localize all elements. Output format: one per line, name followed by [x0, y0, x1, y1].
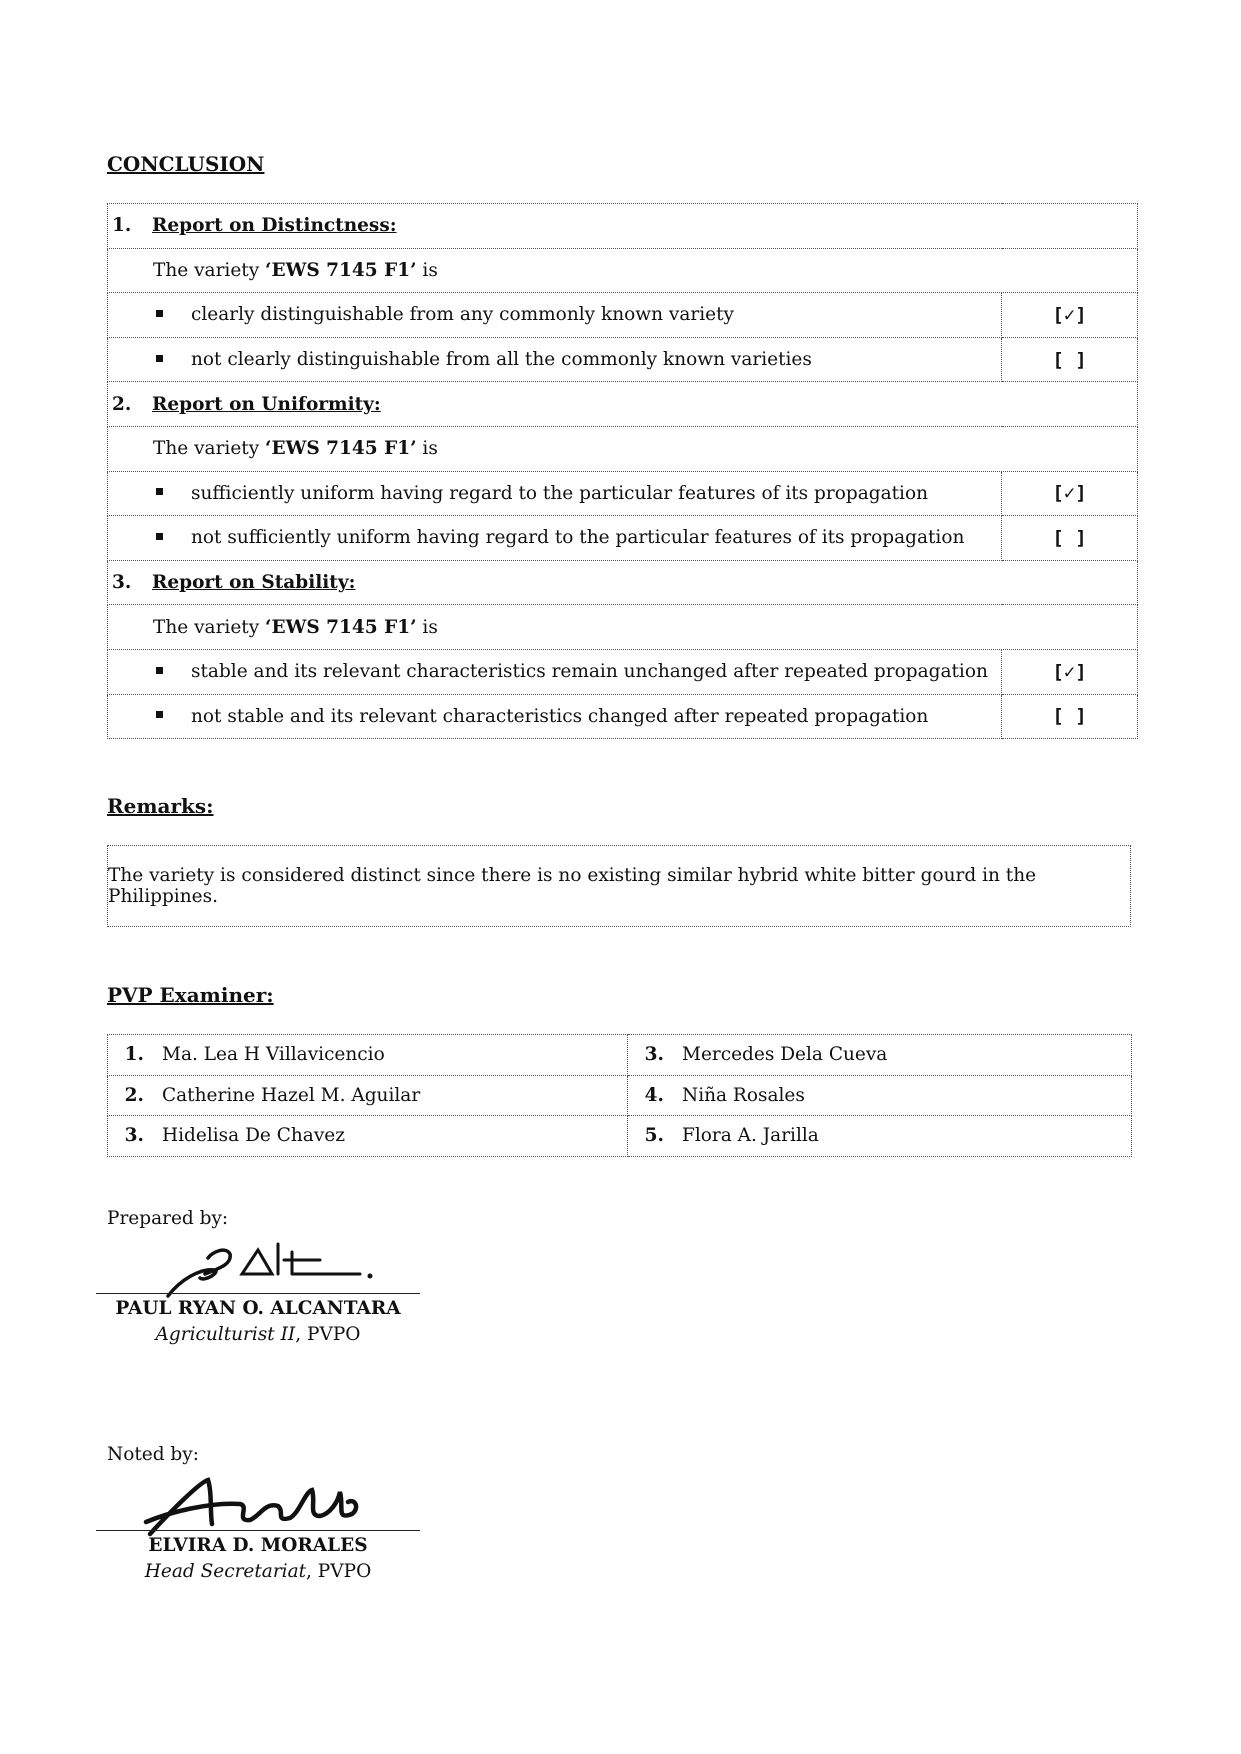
examiner-cell	[628, 1116, 1132, 1157]
intro-suffix: is	[416, 259, 438, 281]
option-text: sufficiently uniform having regard to the particular features of its propagation	[191, 482, 929, 504]
examiner-cell	[108, 1035, 628, 1076]
section-heading: Report on Uniformity:	[152, 393, 381, 415]
intro-prefix: The variety	[153, 616, 266, 638]
section-heading-row	[108, 382, 1138, 427]
intro-suffix: is	[416, 616, 438, 638]
bullet-icon	[156, 310, 163, 317]
intro-prefix: The variety	[153, 438, 266, 460]
option-text: not sufficiently uniform having regard to the particular features of its propagation	[191, 527, 965, 549]
examiner-cell	[628, 1035, 1132, 1076]
prepared-label: Prepared by:	[107, 1208, 229, 1229]
examiner-row	[108, 1035, 1132, 1076]
examiner-name: Niña Rosales	[682, 1084, 805, 1106]
conclusion-table	[107, 203, 1138, 739]
examiner-number: 3.	[124, 1125, 144, 1147]
variety-name: ‘EWS 7145 F1’	[265, 438, 417, 460]
variety-name: ‘EWS 7145 F1’	[265, 259, 417, 281]
option-row	[108, 471, 1138, 516]
option-row	[108, 649, 1138, 694]
remarks-text: The variety is considered distinct since there is no existing similar hybrid white bitter gourd in the Philippines.	[108, 865, 1037, 907]
examiner-row	[108, 1075, 1132, 1116]
examiner-title: PVP Examiner:	[107, 983, 274, 1007]
option-row	[108, 293, 1138, 338]
section-heading: Report on Distinctness:	[152, 215, 397, 237]
examiner-number: 3.	[644, 1044, 664, 1066]
checkbox-mark: [ ]	[1002, 337, 1138, 382]
section-number: 1.	[112, 215, 132, 237]
section-intro-row	[108, 426, 1138, 471]
examiner-number: 1.	[124, 1044, 144, 1066]
examiner-cell	[108, 1075, 628, 1116]
examiner-number: 4.	[644, 1084, 664, 1106]
bullet-icon	[156, 711, 163, 718]
option-row	[108, 337, 1138, 382]
bullet-icon	[156, 667, 163, 674]
examiner-row	[108, 1116, 1132, 1157]
option-text: clearly distinguishable from any commonly known variety	[191, 304, 734, 326]
prepared-role: Agriculturist II, PVPO	[155, 1324, 361, 1345]
noted-label: Noted by:	[107, 1444, 199, 1465]
examiner-cell	[108, 1116, 628, 1157]
checkbox-mark: [✓]	[1002, 649, 1138, 694]
examiner-name: Ma. Lea H Villavicencio	[162, 1044, 385, 1066]
bullet-icon	[156, 488, 163, 495]
examiner-name: Flora A. Jarilla	[682, 1125, 819, 1147]
remarks-title: Remarks:	[107, 794, 214, 818]
examiner-table	[107, 1034, 1132, 1157]
intro-suffix: is	[416, 438, 438, 460]
prepared-name: PAUL RYAN O. ALCANTARA	[115, 1298, 401, 1319]
signature-line-prepared	[96, 1293, 420, 1294]
checkbox-mark: [ ]	[1002, 516, 1138, 561]
bullet-icon	[156, 533, 163, 540]
section-intro-row	[108, 605, 1138, 650]
signature-line-noted	[96, 1530, 420, 1531]
remarks-box	[107, 845, 1131, 927]
examiner-cell	[628, 1075, 1132, 1116]
conclusion-title: CONCLUSION	[107, 152, 265, 176]
option-text: stable and its relevant characteristics remain unchanged after repeated propagation	[191, 661, 988, 683]
noted-name: ELVIRA D. MORALES	[148, 1535, 368, 1556]
checkbox-mark: [✓]	[1002, 471, 1138, 516]
section-heading-row	[108, 560, 1138, 605]
section-heading: Report on Stability:	[152, 572, 356, 594]
variety-name: ‘EWS 7145 F1’	[265, 616, 417, 638]
section-heading-row	[108, 204, 1138, 249]
option-row	[108, 694, 1138, 739]
section-number: 3.	[112, 572, 132, 594]
examiner-name: Catherine Hazel M. Aguilar	[162, 1084, 421, 1106]
section-number: 2.	[112, 393, 132, 415]
option-row	[108, 516, 1138, 561]
examiner-name: Mercedes Dela Cueva	[682, 1044, 888, 1066]
signature-alcantara	[160, 1240, 390, 1300]
section-intro-row	[108, 248, 1138, 293]
checkbox-mark: [ ]	[1002, 694, 1138, 739]
option-text: not clearly distinguishable from all the commonly known varieties	[191, 349, 812, 371]
intro-prefix: The variety	[153, 259, 266, 281]
bullet-icon	[156, 355, 163, 362]
examiner-name: Hidelisa De Chavez	[162, 1125, 345, 1147]
noted-role: Head Secretariat, PVPO	[144, 1561, 372, 1582]
option-text: not stable and its relevant characteristics changed after repeated propagation	[191, 705, 929, 727]
examiner-number: 5.	[644, 1125, 664, 1147]
signature-morales	[140, 1472, 370, 1542]
examiner-number: 2.	[124, 1084, 144, 1106]
checkbox-mark: [✓]	[1002, 293, 1138, 338]
